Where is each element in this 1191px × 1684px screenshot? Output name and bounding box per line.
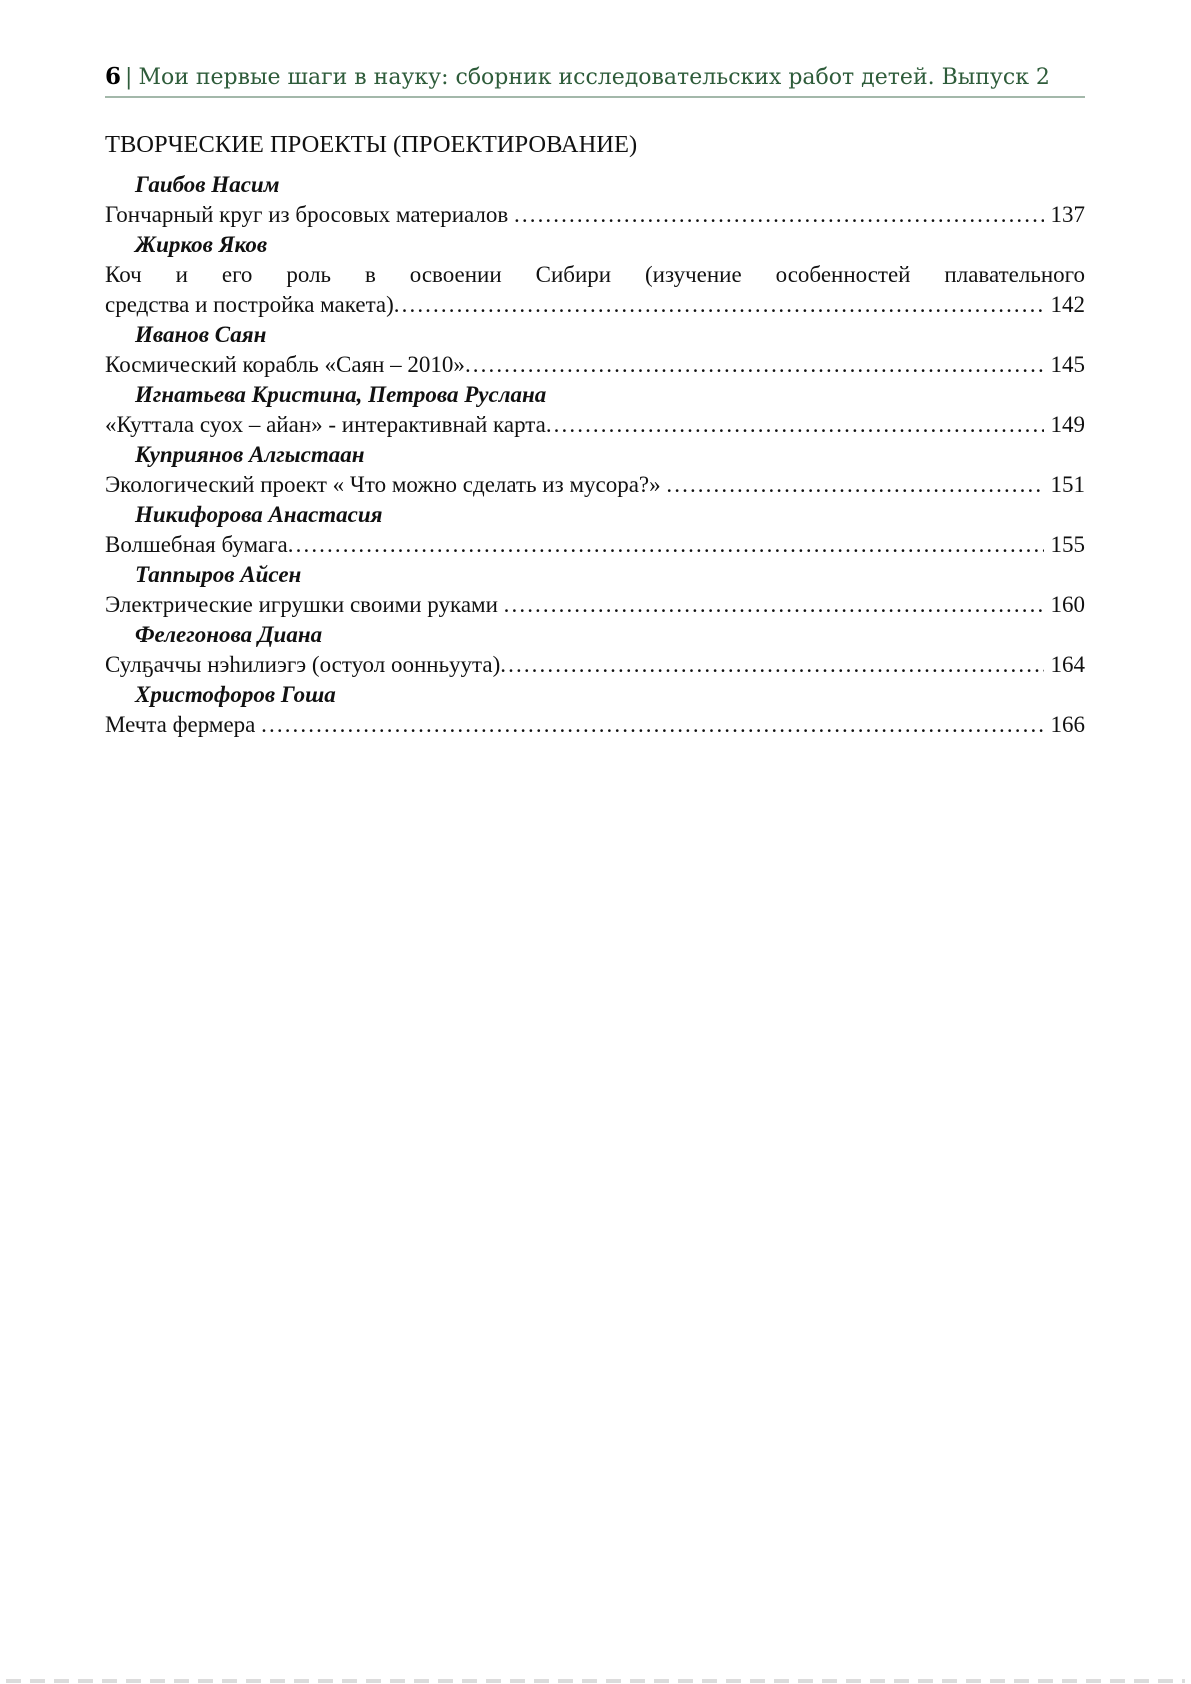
toc-entry [105, 620, 1085, 680]
toc-entry-title: Мечта фермера [105, 712, 262, 737]
toc-entry-line [105, 290, 1085, 320]
toc-entry [105, 170, 1085, 230]
toc-entry-page: 164 [1050, 652, 1085, 677]
header-rule [105, 96, 1085, 98]
toc-entry-page: 151 [1050, 472, 1085, 497]
toc-entry-title: средства и постройка макета) [105, 292, 394, 317]
dot-leader [465, 350, 1044, 380]
toc-entry-page: 166 [1050, 712, 1085, 737]
toc-entry-page: 155 [1050, 532, 1085, 557]
toc-entry-line [105, 590, 1085, 620]
toc-entry-author: Иванов Саян [135, 322, 267, 347]
header-page-number: 6 [105, 63, 122, 90]
toc-entry-title: Волшебная бумага [105, 532, 288, 557]
header-book-title: Мои первые шаги в науку: сборник исследовательских работ детей. Выпуск 2 [138, 65, 1050, 90]
toc-entry-line [105, 470, 1085, 500]
dot-leader [394, 290, 1044, 320]
header-separator: | [125, 65, 133, 90]
section-title: ТВОРЧЕСКИЕ ПРОЕКТЫ (ПРОЕКТИРОВАНИЕ) [105, 131, 638, 158]
dot-leader [500, 650, 1043, 680]
toc-entry-author: Куприянов Алгыстаан [135, 442, 365, 467]
toc-entry [105, 500, 1085, 560]
toc-entry-line [105, 350, 1085, 380]
toc-list [105, 170, 1085, 740]
toc-entry-line [105, 650, 1085, 680]
toc-entry-author: Жирков Яков [135, 232, 268, 257]
toc-entry-author: Игнатьева Кристина, Петрова Руслана [135, 382, 547, 407]
toc-entry-title-first-line: Коч и его роль в освоении Сибири (изучение особенностей плавательного [105, 262, 1085, 287]
toc-entry-line [105, 410, 1085, 440]
toc-entry-author: Фелегонова Диана [135, 622, 323, 647]
page-content [105, 0, 1085, 740]
toc-entry-title: Электрические игрушки своими руками [105, 592, 504, 617]
toc-entry-title: Гончарный круг из бросовых материалов [105, 202, 515, 227]
toc-entry-line [105, 530, 1085, 560]
page-header [105, 62, 1085, 93]
toc-entry [105, 560, 1085, 620]
dot-leader [288, 530, 1044, 560]
toc-entry [105, 380, 1085, 440]
toc-entry-page: 160 [1050, 592, 1085, 617]
toc-entry [105, 680, 1085, 740]
toc-entry-title: Сулҕаччы нэһилиэгэ (остуол оонньуута) [105, 652, 501, 677]
dot-leader [514, 200, 1043, 230]
toc-entry-page: 145 [1050, 352, 1085, 377]
toc-entry [105, 230, 1085, 320]
toc-entry-page: 149 [1050, 412, 1085, 437]
toc-entry-title: Экологический проект « Что можно сделать из мусора?» [105, 472, 667, 497]
toc-entry [105, 440, 1085, 500]
toc-entry-title: «Куттала суох – айан» - интерактивнай карта [105, 412, 546, 437]
dot-leader [504, 590, 1044, 620]
toc-entry-author: Христофоров Гоша [135, 682, 336, 707]
toc-entry-line [105, 710, 1085, 740]
toc-entry-page: 137 [1050, 202, 1085, 227]
dot-leader [546, 410, 1044, 440]
toc-entry-line [105, 200, 1085, 230]
page-bottom-dashed-line [6, 1679, 1185, 1683]
dot-leader [261, 710, 1043, 740]
toc-entry-author: Никифорова Анастасия [135, 502, 383, 527]
toc-entry-page: 142 [1050, 292, 1085, 317]
toc-entry-author: Таппыров Айсен [135, 562, 302, 587]
toc-entry-author: Гаибов Насим [135, 172, 280, 197]
toc-entry-title: Космический корабль «Саян – 2010» [105, 352, 465, 377]
dot-leader [666, 470, 1043, 500]
toc-entry [105, 320, 1085, 380]
